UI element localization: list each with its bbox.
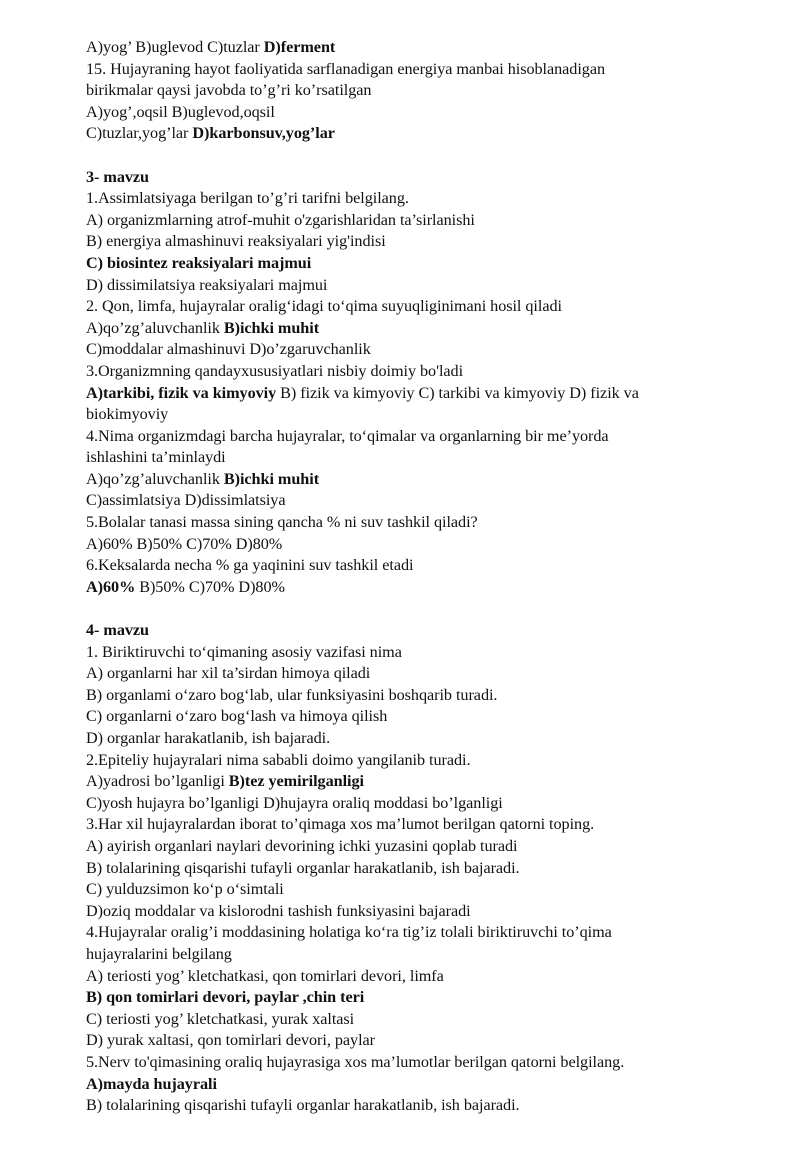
text-line	[86, 123, 766, 145]
text-segment: 1. Biriktiruvchi to‘qimaning asosiy vazifasi nima	[86, 642, 402, 661]
text-segment: C)assimlatsiya D)dissimlatsiya	[86, 491, 286, 510]
text-line	[86, 793, 766, 815]
text-segment: A)60% B)50% C)70% D)80%	[86, 534, 283, 553]
text-line	[86, 1095, 766, 1117]
bold-answer-text: B) qon tomirlari devori, paylar ,chin teri	[86, 988, 365, 1007]
text-line	[86, 858, 766, 880]
text-segment: A)yadrosi bo’lganligi	[86, 772, 229, 791]
text-line	[86, 512, 766, 534]
text-line	[86, 966, 766, 988]
text-line	[86, 642, 766, 664]
bold-answer-text: C) biosintez reaksiyalari majmui	[86, 253, 312, 272]
text-segment: 15. Hujayraning hayot faoliyatida sarflanadigan energiya manbai hisoblanadigan	[86, 59, 606, 78]
bold-answer-text: B)ichki muhit	[223, 469, 320, 488]
blank-line	[86, 598, 766, 620]
text-segment: A)qo’zg’aluvchanlik	[86, 469, 224, 488]
text-segment: hujayralarini belgilang	[86, 944, 232, 963]
text-line	[86, 685, 766, 707]
text-segment: C) organlarni o‘zaro bog‘lash va himoya qilish	[86, 707, 388, 726]
text-line	[86, 1074, 766, 1096]
text-line	[86, 728, 766, 750]
text-segment: B) tolalarining qisqarishi tufayli organlar harakatlanib, ish bajaradi.	[86, 858, 520, 877]
text-line	[86, 296, 766, 318]
text-line	[86, 188, 766, 210]
text-line	[86, 814, 766, 836]
text-segment: A)yog’ B)uglevod C)tuzlar	[86, 38, 264, 56]
text-line	[86, 253, 766, 275]
text-line	[86, 383, 766, 405]
text-line	[86, 210, 766, 232]
text-line	[86, 339, 766, 361]
text-line	[86, 59, 766, 81]
text-segment: biokimyoviy	[86, 405, 169, 424]
bold-answer-text: D)karbonsuv,yog’lar	[192, 124, 335, 143]
text-line	[86, 750, 766, 772]
text-segment: C)tuzlar,yog’lar	[86, 124, 193, 143]
text-segment: D) organlar harakatlanib, ish bajaradi.	[86, 729, 331, 747]
text-segment: D) yurak xaltasi, qon tomirlari devori, paylar	[86, 1031, 375, 1050]
text-line	[86, 1009, 766, 1031]
text-line	[86, 901, 766, 923]
text-segment: C)moddalar almashinuvi D)o’zgaruvchanlik	[86, 340, 371, 359]
text-segment: B) energiya almashinuvi reaksiyalari yig'indisi	[86, 232, 386, 251]
text-line	[86, 275, 766, 297]
text-line	[86, 37, 766, 59]
text-line	[86, 80, 766, 102]
text-segment: 3.Har xil hujayralardan iborat to’qimaga xos ma’lumot berilgan qatorni toping.	[86, 815, 595, 834]
text-segment: 3.Organizmning qandayxususiyatlari nisbiy doimiy bo'ladi	[86, 361, 464, 380]
text-line	[86, 663, 766, 685]
text-line	[86, 577, 766, 599]
text-segment: 5.Bolalar tanasi massa sining qancha % ni suv tashkil qiladi?	[86, 513, 478, 532]
text-segment: B) fizik va kimyoviy C) tarkibi va kimyoviy D) fizik va	[276, 383, 639, 402]
bold-answer-text: A)mayda hujayrali	[86, 1074, 217, 1093]
text-line	[86, 361, 766, 383]
text-segment: D)oziq moddalar va kislorodni tashish funksiyasini bajaradi	[86, 901, 471, 920]
text-segment: 4.Nima organizmdagi barcha hujayralar, to‘qimalar va organlarning bir me’yorda	[86, 426, 609, 445]
text-line	[86, 944, 766, 966]
text-segment: ishlashini ta’minlaydi	[86, 448, 226, 467]
text-segment: B) organlami o‘zaro bog‘lab, ular funksiyasini boshqarib turadi.	[86, 685, 498, 704]
bold-answer-text: A)60%	[86, 577, 136, 596]
text-segment: A)yog’,oqsil B)uglevod,oqsil	[86, 102, 275, 121]
text-segment: B)50% C)70% D)80%	[135, 577, 285, 596]
text-segment: C) teriosti yog’ kletchatkasi, yurak xaltasi	[86, 1009, 355, 1028]
section-heading	[86, 620, 766, 642]
bold-answer-text: A)tarkibi, fizik va kimyoviy	[86, 383, 277, 402]
text-segment: A) ayirish organlari naylari devorining ichki yuzasini qoplab turadi	[86, 836, 518, 855]
text-line	[86, 426, 766, 448]
text-segment: A)qo’zg’aluvchanlik	[86, 318, 224, 337]
document-page	[86, 37, 766, 1117]
bold-answer-text: D)ferment	[263, 38, 336, 56]
text-segment: 6.Keksalarda necha % ga yaqinini suv tashkil etadi	[86, 556, 414, 575]
text-line	[86, 102, 766, 124]
bold-answer-text: B)ichki muhit	[223, 318, 320, 337]
text-line	[86, 469, 766, 491]
text-line	[86, 922, 766, 944]
text-line	[86, 836, 766, 858]
text-line	[86, 447, 766, 469]
bold-answer-text: 4- mavzu	[86, 621, 149, 640]
text-segment: A) organlarni har xil ta’sirdan himoya qiladi	[86, 664, 371, 683]
text-line	[86, 534, 766, 556]
text-segment: D) dissimilatsiya reaksiyalari majmui	[86, 275, 328, 294]
text-line	[86, 231, 766, 253]
bold-answer-text: 3- mavzu	[86, 167, 149, 186]
text-segment: birikmalar qaysi javobda to’g’ri ko’rsatilgan	[86, 81, 372, 100]
text-line	[86, 1052, 766, 1074]
text-line	[86, 706, 766, 728]
text-segment: A) organizmlarning atrof-muhit o'zgarishlaridan ta’sirlanishi	[86, 210, 475, 229]
text-segment: C)yosh hujayra bo’lganligi D)hujayra oraliq moddasi bo’lganligi	[86, 793, 503, 812]
text-line	[86, 987, 766, 1009]
text-line	[86, 555, 766, 577]
text-segment: 2. Qon, limfa, hujayralar oralig‘idagi to‘qima suyuqliginimani hosil qiladi	[86, 297, 562, 316]
text-line	[86, 771, 766, 793]
text-segment: C) yulduzsimon ko‘p o‘simtali	[86, 880, 284, 899]
text-line	[86, 490, 766, 512]
text-line	[86, 318, 766, 340]
text-segment: 1.Assimlatsiyaga berilgan to’g’ri tarifni belgilang.	[86, 189, 409, 208]
section-heading	[86, 167, 766, 189]
text-segment: 4.Hujayralar oralig’i moddasining holatiga ko‘ra tig’iz tolali biriktiruvchi to’qima	[86, 923, 612, 942]
blank-line	[86, 145, 766, 167]
text-line	[86, 1030, 766, 1052]
text-segment: B) tolalarining qisqarishi tufayli organlar harakatlanib, ish bajaradi.	[86, 1096, 520, 1115]
text-segment: 5.Nerv to'qimasining oraliq hujayrasiga xos ma’lumotlar berilgan qatorni belgilang.	[86, 1052, 625, 1071]
text-line	[86, 404, 766, 426]
bold-answer-text: B)tez yemirilganligi	[228, 772, 364, 791]
text-line	[86, 879, 766, 901]
text-segment: A) teriosti yog’ kletchatkasi, qon tomirlari devori, limfa	[86, 966, 444, 985]
text-segment: 2.Epiteliy hujayralari nima sababli doimo yangilanib turadi.	[86, 750, 471, 769]
